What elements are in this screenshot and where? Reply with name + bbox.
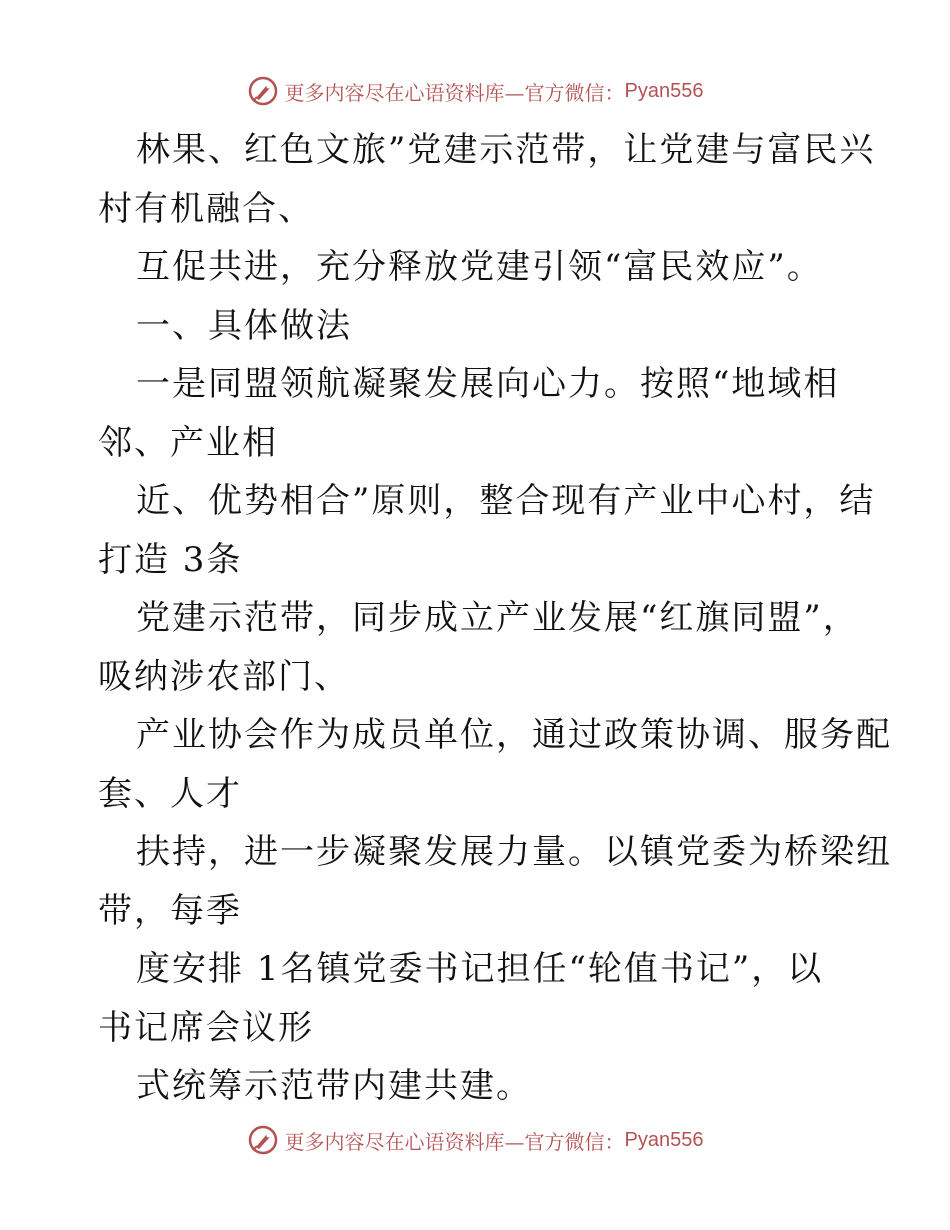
watermark-text: 更多内容尽在心语资料库—官方微信：	[284, 1129, 625, 1154]
section-heading: 一、具体做法	[136, 305, 352, 346]
watermark-text: 更多内容尽在心语资料库—官方微信：	[284, 80, 625, 105]
pen-nib-circle-icon	[247, 1124, 279, 1156]
watermark-id: Pyan556	[624, 1128, 704, 1151]
body-line: 互促共进，充分释放党建引领“富民效应”。	[136, 247, 823, 287]
footer-watermark	[0, 1120, 950, 1160]
document-body	[98, 121, 892, 1116]
body-line: 吸纳涉农部门、	[98, 656, 350, 697]
body-line: 近、优势相合”原则，整合现有产业中心村，结	[136, 481, 876, 521]
body-line: 林果、红色文旅”党建示范带，让党建与富民兴	[136, 130, 876, 170]
body-line: 一是同盟领航凝聚发展向心力。按照“地域相	[136, 364, 840, 404]
body-line: 书记席会议形	[98, 1007, 314, 1048]
body-line: 度安排 1名镇党委书记担任“轮值书记”，以	[136, 949, 824, 989]
watermark-id: Pyan556	[624, 79, 704, 102]
body-line: 邻、产业相	[98, 422, 278, 463]
body-line: 式统筹示范带内建共建。	[136, 1066, 532, 1106]
body-line: 村有机融合、	[98, 188, 314, 229]
body-line: 套、人才	[98, 773, 242, 814]
body-line: 党建示范带，同步成立产业发展“红旗同盟”，	[136, 598, 859, 638]
body-line: 打造 3条	[98, 539, 243, 580]
body-line: 带，每季	[98, 890, 242, 931]
body-line: 扶持，进一步凝聚发展力量。以镇党委为桥梁纽	[136, 832, 892, 872]
pen-nib-circle-icon	[247, 75, 279, 107]
body-line: 产业协会作为成员单位，通过政策协调、服务配	[136, 715, 892, 755]
header-watermark	[0, 71, 950, 111]
